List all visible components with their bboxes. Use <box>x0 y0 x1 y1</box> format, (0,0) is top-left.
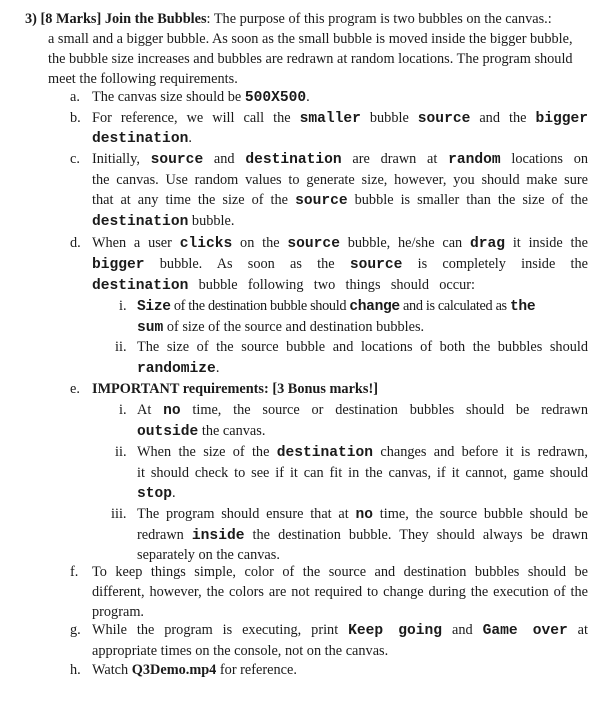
code-the: the <box>510 299 536 315</box>
item-a <box>92 87 310 108</box>
code-destination: destination <box>92 214 189 230</box>
item-d-i-line-1 <box>137 296 535 317</box>
text: and is calculated as <box>399 298 510 314</box>
item-a-label: a. <box>70 89 80 105</box>
item-f-line-2: different, however, the colors are not required to change during the execution of the <box>92 584 588 600</box>
question-intro: : The purpose of this program is two bubbles on the canvas.: <box>206 11 552 27</box>
text: . <box>172 485 176 501</box>
item-d-line-2 <box>92 254 588 275</box>
text: and the <box>470 110 536 126</box>
code-drag: drag <box>470 236 506 252</box>
question-intro-line-2: a small and a bigger bubble. As soon as the small bubble is moved inside the bigger bubble, <box>48 31 573 47</box>
text: time, the source or destination bubbles should be redrawn <box>180 402 589 418</box>
question-title: Join the Bubbles <box>104 11 207 27</box>
question-marks: [8 Marks] <box>40 11 102 27</box>
text: For reference, we will call the <box>92 110 300 126</box>
item-c-line-4 <box>92 211 234 232</box>
item-c-line-1 <box>92 149 588 170</box>
text: bubble. <box>188 213 235 229</box>
item-g-label: g. <box>70 622 81 638</box>
item-b-line-2 <box>92 128 192 149</box>
item-a-code: 500X500 <box>244 90 307 106</box>
item-c-label: c. <box>70 151 80 167</box>
item-e-i-label: i. <box>119 402 127 418</box>
text: is completely inside the <box>402 256 588 272</box>
code-source: source <box>349 257 403 273</box>
code-clicks: clicks <box>179 236 233 252</box>
text: and <box>203 151 246 167</box>
item-a-end: . <box>306 89 310 105</box>
code-no: no <box>163 403 181 419</box>
text: When a user <box>92 235 180 251</box>
item-e-title: IMPORTANT requirements: [3 Bonus marks!] <box>92 381 378 397</box>
code-destination: destination <box>92 278 189 294</box>
code-change: change <box>349 299 400 315</box>
item-d-ii-line-2 <box>137 358 219 379</box>
item-c-line-2: the canvas. Use random values to generate size, however, you should make sure <box>92 172 588 188</box>
text: and <box>442 622 483 638</box>
text: bubble following two things should occur: <box>188 277 475 293</box>
code-randomize: randomize <box>137 361 216 377</box>
text: Watch <box>92 662 132 678</box>
item-f-line-1: To keep things simple, color of the source and destination bubbles should be <box>92 564 588 580</box>
code-source: source <box>295 193 348 209</box>
code-outside: outside <box>137 424 199 440</box>
code-no: no <box>355 507 374 523</box>
code-source: source <box>287 236 340 252</box>
item-d-line-3 <box>92 275 475 296</box>
code-random: random <box>448 152 501 168</box>
item-c-line-3 <box>92 190 588 211</box>
text: Initially, <box>92 151 151 167</box>
code-sum: sum <box>137 320 164 336</box>
item-e-ii-line-2: it should check to see if it can fit in the canvas, if it cannot, game should <box>137 465 588 481</box>
text: redrawn <box>137 527 192 543</box>
question-number: 3) <box>25 11 37 27</box>
text: time, the source bubble should be <box>373 506 588 522</box>
item-e-iii-line-1 <box>137 504 588 525</box>
text: that at any time the size of the <box>92 192 296 208</box>
text: of size of the source and destination bubbles. <box>163 319 425 335</box>
code-source: source <box>150 152 204 168</box>
question-intro-line-4: meet the following requirements. <box>48 71 238 87</box>
item-e-i-line-2 <box>137 421 265 442</box>
code-inside: inside <box>191 528 245 544</box>
question-intro-line-3: the bubble size increases and bubbles are redrawn at random locations. The program should <box>48 51 573 67</box>
item-f-label: f. <box>70 564 79 580</box>
code-bigger: bigger <box>535 111 588 127</box>
text: the destination bubble. They should always be drawn <box>244 527 588 543</box>
item-e-label: e. <box>70 381 80 397</box>
code-destination: destination <box>245 152 342 168</box>
item-e-ii-line-1 <box>137 442 588 463</box>
text: . <box>215 360 220 376</box>
code-bigger: bigger <box>92 257 145 273</box>
item-a-text: The canvas size should be <box>92 89 245 105</box>
item-e-iii-line-3: separately on the canvas. <box>137 547 280 563</box>
text: While the program is executing, print <box>92 622 349 638</box>
item-g-line-1 <box>92 620 588 641</box>
text: At <box>137 402 164 418</box>
text: at <box>567 622 588 638</box>
code-keep-going: Keep going <box>348 623 443 639</box>
text: The program should ensure that at <box>137 506 356 522</box>
item-b-label: b. <box>70 110 81 126</box>
item-f-line-3: program. <box>92 604 145 620</box>
item-h-label: h. <box>70 662 81 678</box>
item-d-ii-line-1: The size of the source bubble and locations of both the bubbles should <box>137 339 588 355</box>
text: are drawn at <box>341 151 449 167</box>
item-h-line-1 <box>92 660 297 680</box>
text: it inside the <box>505 235 588 251</box>
demo-file-name: Q3Demo.mp4 <box>131 662 217 678</box>
code-destination: destination <box>276 445 374 461</box>
text: locations on <box>500 151 589 167</box>
item-d-ii-label: ii. <box>115 339 127 355</box>
code-stop: stop <box>137 486 173 502</box>
code-destination: destination <box>92 131 189 147</box>
item-b-line-1 <box>92 108 588 129</box>
question-header <box>25 9 552 29</box>
text: bubble is smaller than the size of the <box>347 192 588 208</box>
text: bubble <box>360 110 418 126</box>
item-d-i-line-2 <box>137 317 424 338</box>
text: . <box>188 130 192 146</box>
text: When the size of the <box>137 444 277 460</box>
text: changes and before it is redrawn, <box>373 444 588 460</box>
code-game-over: Game over <box>482 623 568 639</box>
item-d-label: d. <box>70 235 81 251</box>
text: the canvas. <box>198 423 266 439</box>
item-e-iii-label: iii. <box>111 506 127 522</box>
code-smaller: smaller <box>299 111 361 127</box>
item-g-line-2: appropriate times on the console, not on the canvas. <box>92 643 389 659</box>
text: bubble. As soon as the <box>144 256 350 272</box>
item-e-ii-line-3 <box>137 483 176 504</box>
item-e-i-line-1 <box>137 400 588 421</box>
text: on the <box>232 235 288 251</box>
code-size: Size <box>137 299 171 315</box>
text: bubble, he/she can <box>339 235 470 251</box>
item-d-line-1 <box>92 233 588 254</box>
text: for reference. <box>216 662 297 678</box>
item-e-iii-line-2 <box>137 525 588 546</box>
text: of the destination bubble should <box>170 298 350 314</box>
code-source: source <box>417 111 471 127</box>
item-d-i-label: i. <box>119 298 127 314</box>
item-e-ii-label: ii. <box>115 444 127 460</box>
